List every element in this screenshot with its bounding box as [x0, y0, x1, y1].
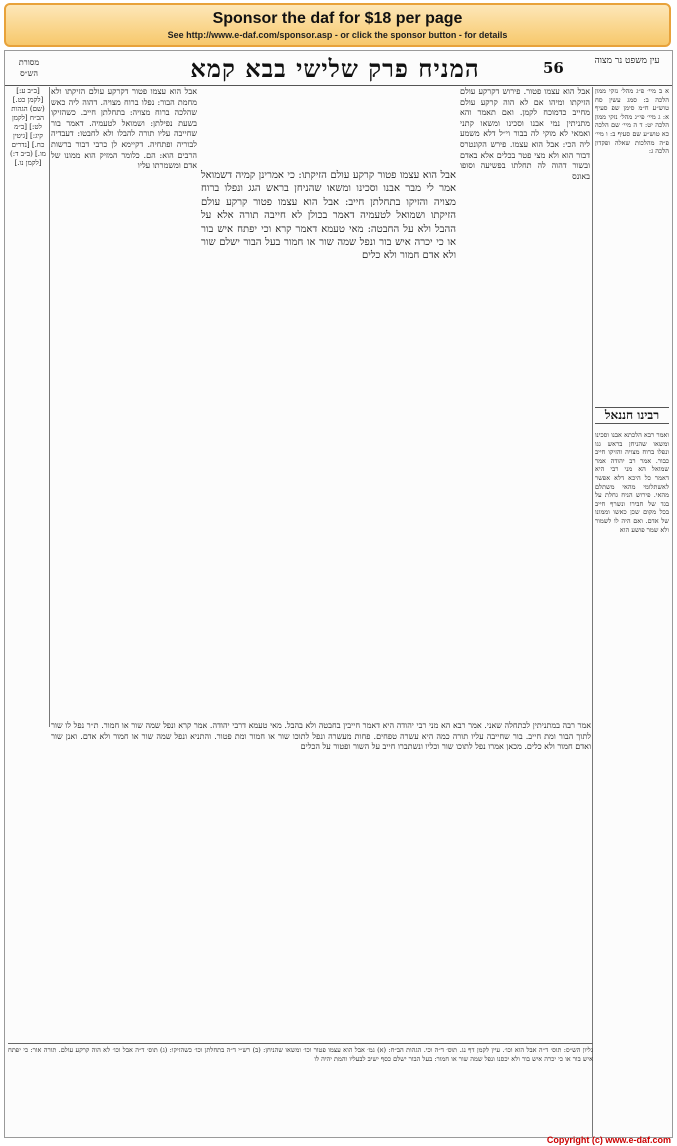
- page-number: 56: [543, 59, 564, 77]
- page-title: המניח פרק שלישי בבא קמא: [190, 54, 480, 83]
- tosafot-column: אבל הוא עצמו פטור. פירוש דקרקע עולם הזיקתו ומיהו אם לא הוה קרקע עולם מחייב כדמוכח לקמן. ואם תאמר והא מתניתין נמי אבנו וסכינו ומשאו קתני ואמאי לא מוקי לה בבור וי״ל דלא משמע ליה הכי: אבל הוא עצמו. פירש הקונטרס דבור הוא ולא מצי פטר בכלים אלא באדם ובשור דהוה לה תחלתו בפשיעה וסופו באונס: [460, 87, 590, 181]
- ein-mishpat-column: [595, 87, 669, 1127]
- talmud-page: [4, 50, 673, 1138]
- sponsor-subtitle[interactable]: See http://www.e-daf.com/sponsor.asp - or click the sponsor button - for details: [167, 30, 508, 40]
- ein-mishpat-text: א ב מיי׳ פ״ג מהל׳ נזקי ממון הלכה ב: סמג עשין סח טוש״ע ח״מ סימן שפ סעיף א: ג מיי׳ פי״ג מהל׳ נזקי ממון הלכה יט: ד ה מיי׳ שם הלכה כא טוש״ע שם סעיף ב: ו מיי׳ פ״ה מהלכות שאלה ופקדון הלכה ג:: [595, 87, 669, 156]
- ein-mishpat-label: עין משפט נר מצוה: [594, 56, 660, 66]
- column-divider: [592, 87, 593, 1137]
- masoret-hashas-label: מסורת הש״ס: [18, 58, 40, 78]
- sponsor-banner[interactable]: [4, 3, 671, 47]
- gemara-main-text: אבל הוא עצמו פטור קרקע עולם הזיקתו: כי אמרינן קמיה דשמואל אמר לי מבר אבנו וסכינו ומשאו שהניחן בראש הגג ונפלו ברוח מצויה והזיקו בתחלתן חייב: אבל הוא עצמו פטור קרקע עולם הזיקתו ושמואל לטעמיה דאמר בכולן לא חייבה תורה אלא על ההבל ולא על החבטה: מאי טעמא דאמר קרא וכי יפתח איש בור או כי יכרה איש בור ונפל שמה שור או חמור בעל הבור ישלם שור ולא אדם חמור ולא כלים: [201, 170, 456, 262]
- sponsor-title[interactable]: Sponsor the daf for $18 per page: [212, 10, 463, 27]
- rabbeinu-chananel-text: ואמר רבא הלכתא אבנו וסכינו ומשאו שהניחן בראש גגו ונפלו ברוח מצויה והזיקו חייב כבור. אמר רב יהודה אמר שמואל הא מני רבי היא דאמר כל היכא דלא אפשר לאשתלומי מהאי משתלם מהאי. פירוש הניח גחלת על בגד של חבירו ונשרף חייב בכל מקום שכן כאשו וממונו של אדם. ואם היה לו לשמור ולא שמר פושע הוא: [595, 431, 669, 534]
- masoret-hashas-column: [ב״ב ע:] [לקמן כט.] (שם) הגהות הב״ח [לקמן לט:] [ב״מ קיג:] [גיטין כח.] [נדרים מו.] (ב״ב ד:) [לקמן נו.]: [10, 87, 46, 167]
- footnotes-section: גליון הש״ס: תוס׳ ד״ה אבל הוא וכו׳. עיין לקמן דף נג. תוס׳ ד״ה וכי. הגהות הב״ח: (א) גמ׳ אבל הוא עצמו פטור וכו׳ ומשאו שהניחן: (ב) רש״י ד״ה בתחלתן וכו׳ כשהזיקו: (ג) תוס׳ ד״ה אבל וכו׳ לא הוה קרקע עולם. תורה אור: כי יפתח איש בור או כי יכרה איש בור ולא יכסנו ונפל שמה שור או חמור: בעל הבור ישלם כסף ישיב לבעליו והמת יהיה לו: [8, 1043, 593, 1138]
- rashi-column: אבל הוא עצמו פטור דקרקע עולם הזיקתו ולא מחמת הבור: נפלו ברוח מצויה. דהוה ליה כאש שהלכה ברוח מצויה: בתחלתן חייב. כשהזיקו בשעת נפילתן: ושמואל לטעמיה. דאמר בור שחייבה עליו תורה להבלו ולא לחבטו: דעבדיה לבוריה ופתחיה. דקיימא לן כרבי דבור ברשות הרבים הוא: הם. כלומר המזיק הוא ממונו של אדם ומשמרתו עליו: [51, 87, 197, 171]
- column-divider: [49, 87, 50, 727]
- rabbeinu-chananel-heading: רבינו חננאל: [595, 407, 669, 424]
- gemara-continuation: אמר רבה במתניתין לכתחלה שאני. אמר רבא הא מני רבי יהודה היא דאמר חייבין בחבטה ולא בהבל. מאי טעמא דרבי יהודה. אמר קרא ונפל שמה שור או חמור. ת״ר נפל לו שור לתוך הבור ומת חייב. בור שחייבה עליו תורה כמה היא עשרה טפחים. פחות מעשרה ונפל לתוכו שור או חמור ומת פטור. והתניא ונפל שמה שור או חמור ולא אדם. ואנן שור ואדם חמור ולא כלים. מכאן אמרו נפל לתוכו שור וכליו ונשתברו חייב על השור ופטור על הכלים: [51, 721, 591, 752]
- copyright-link[interactable]: Copyright (c) www.e-daf.com: [546, 1135, 671, 1145]
- page-header: [5, 51, 672, 86]
